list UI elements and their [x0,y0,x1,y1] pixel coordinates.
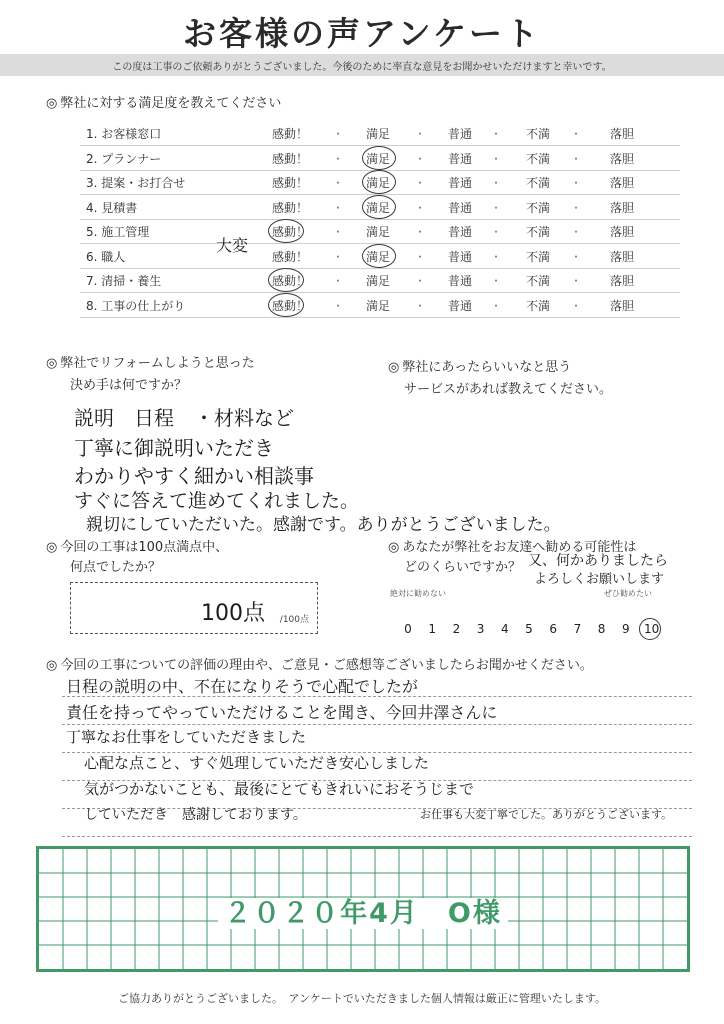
signature-label: ２０２０年4月 O様 [39,891,687,930]
recommend-heading: ◎ あなたが弊社をお友達へ勧める可能性は [388,540,637,555]
decision-answer-1: 説明 日程 ・材料など [74,406,294,430]
selected-circle-icon [268,293,304,317]
double-circle-icon: ◎ [46,540,58,555]
comment-line-rule [62,724,692,725]
rating-option[interactable]: 不満 [526,225,551,239]
selected-circle-icon [362,244,396,268]
separator-dot: ・ [414,249,427,264]
double-circle-icon: ◎ [46,96,58,111]
comment-line-7: お仕事も大変丁寧でした。ありがとうございます。 [420,808,673,821]
separator-dot: ・ [332,298,345,313]
scale-number[interactable]: 9 [621,622,630,636]
separator-dot: ・ [332,249,345,264]
separator-dot: ・ [332,274,345,288]
rating-option[interactable]: 落胆 [610,151,635,166]
rating-item-label: 3. 提案・お打合せ [86,176,186,190]
rating-option[interactable]: 不満 [526,176,551,190]
rating-option[interactable]: 普通 [448,249,473,264]
wish-heading-2: サービスがあれば教えてください。 [404,382,613,397]
decision-answer-5: 親切にしていただいた。感謝です。ありがとうございました。 [86,515,561,535]
scale-number[interactable]: 10 [644,622,660,636]
comment-line-rule [62,836,692,837]
separator-dot: ・ [414,298,427,313]
separator-dot: ・ [490,200,503,215]
separator-dot: ・ [490,127,503,141]
scale-number[interactable]: 8 [597,622,606,636]
separator-dot: ・ [414,151,427,166]
separator-dot: ・ [490,151,503,166]
rating-row [80,245,680,269]
separator-dot: ・ [332,225,345,239]
separator-dot: ・ [490,249,503,264]
rating-option[interactable]: 落胆 [610,176,635,190]
comment-line-5: 気がつかないことも、最後にとてもきれいにおそうじまで [84,780,475,798]
rating-item-label: 4. 見積書 [86,200,138,215]
separator-dot: ・ [490,176,503,190]
separator-dot: ・ [414,274,427,288]
rating-row [80,147,680,171]
scale-number[interactable]: 6 [549,622,557,636]
rating-option[interactable]: 感動！ [272,249,309,264]
handnote-taihen: 大変 [216,236,249,255]
rating-row [80,294,680,318]
selected-circle-icon [268,219,304,243]
separator-dot: ・ [332,176,345,190]
selected-circle-icon [268,268,304,292]
separator-dot: ・ [414,176,427,190]
separator-dot: ・ [332,151,345,166]
rating-option[interactable]: 感動！ [272,298,309,313]
score-box [70,582,318,634]
separator-dot: ・ [332,200,345,215]
scale-number[interactable]: 4 [500,622,509,636]
scale-number[interactable]: 3 [476,622,485,636]
intro-text: この度は工事のご依頼ありがとうございました。今後のために率直な意見をお聞かせいただけますと幸いです。 [112,62,612,73]
separator-dot: ・ [570,274,583,288]
rating-option[interactable]: 落胆 [610,298,635,313]
rating-option[interactable]: 不満 [526,127,551,141]
separator-dot: ・ [570,249,583,264]
rating-option[interactable]: 落胆 [610,127,635,141]
rating-item-label: 1. お客様窓口 [86,127,162,141]
selected-circle-icon [639,618,661,640]
rating-option[interactable]: 満足 [366,200,391,215]
rating-option[interactable]: 落胆 [610,225,635,239]
score-unit: /100点 [279,615,309,625]
separator-dot: ・ [570,151,583,166]
rating-row [80,122,680,146]
score-heading-2: 何点でしたか？ [70,560,162,575]
comments-heading: ◎ 今回の工事についての評価の理由や、ご意見・ご感想等ございましたらお聞かせください。 [46,658,593,673]
rating-option[interactable]: 満足 [366,151,391,166]
score-heading: ◎ 今回の工事は100点満点中、 [46,540,229,555]
selected-circle-icon [362,146,396,170]
separator-dot: ・ [490,274,503,288]
rating-option[interactable]: 普通 [448,176,473,190]
rating-option[interactable]: 不満 [526,298,551,313]
comment-line-2: 責任を持ってやっていただけることを聞き、今回井澤さんに [66,703,498,722]
double-circle-icon: ◎ [388,540,400,555]
selected-circle-icon [362,195,396,219]
decision-heading: ◎ 弊社でリフォームしようと思った [46,356,255,371]
decision-answer-4: すぐに答えて進めてくれました。 [74,490,360,512]
comment-line-4: 心配な点こと、すぐ処理していただき安心しました [84,754,430,772]
scale-number[interactable]: 5 [525,622,533,636]
wish-heading: ◎ 弊社にあったらいいなと思う [388,360,572,375]
rating-item-label: 2. プランナー [86,151,162,166]
rating-option[interactable]: 普通 [448,298,473,313]
rating-option[interactable]: 感動！ [272,200,309,215]
scale-number[interactable]: 2 [452,622,461,636]
rating-option[interactable]: 感動！ [272,127,309,141]
row-divider [80,317,680,318]
rating-item-label: 7. 清掃・養生 [86,274,162,288]
rating-option[interactable]: 不満 [526,200,551,215]
scale-number[interactable]: 7 [573,622,582,636]
signature-grid-box [36,846,690,972]
rating-option[interactable]: 不満 [526,274,551,288]
rating-option[interactable]: 普通 [448,200,473,215]
rating-option[interactable]: 感動！ [272,176,309,190]
decision-answer-3: わかりやすく細かい相談事 [74,464,314,488]
separator-dot: ・ [414,225,427,239]
double-circle-icon: ◎ [46,356,58,371]
rating-option[interactable]: 満足 [366,127,391,141]
rating-option[interactable]: 満足 [366,249,391,264]
comment-line-1: 日程の説明の中、不在になりそうで心配でしたが [66,677,419,696]
rating-row [80,171,680,195]
rating-option[interactable]: 普通 [448,151,473,166]
separator-dot: ・ [414,127,427,141]
rating-option[interactable]: 満足 [366,176,391,190]
rating-row [80,269,680,293]
footer-text: ご協力ありがとうございました。 アンケートでいただきました個人情報は厳正に管理いたします。 [118,992,606,1005]
double-circle-icon: ◎ [388,360,400,375]
rating-option[interactable]: 不満 [526,151,551,166]
decision-heading-2: 決め手は何ですか？ [70,378,188,393]
separator-dot: ・ [490,298,503,313]
scale-left-label: 絶対に勧めない [390,589,446,598]
rating-option[interactable]: 落胆 [610,249,635,264]
rating-option[interactable]: 感動！ [272,274,309,288]
survey-title: お客様の声アンケート [182,14,542,53]
recommend-note-2: よろしくお願いします [534,572,665,587]
rating-option[interactable]: 満足 [366,274,391,288]
decision-answer-2: 丁寧に御説明いただき [74,436,274,460]
separator-dot: ・ [570,200,583,215]
selected-circle-icon [362,170,396,194]
separator-dot: ・ [332,127,345,141]
rating-option[interactable]: 満足 [366,225,391,239]
comment-line-3: 丁寧なお仕事をしていただきました [66,728,307,746]
separator-dot: ・ [570,298,583,313]
separator-dot: ・ [490,225,503,239]
rating-option[interactable]: 落胆 [610,200,635,215]
recommend-note-1: 又、何かありましたら [528,553,668,569]
separator-dot: ・ [414,200,427,215]
scale-right-label: ぜひ勧めたい [604,589,652,598]
rating-item-label: 5. 施工管理 [86,225,150,239]
rating-option[interactable]: 普通 [448,274,473,288]
rating-option[interactable]: 満足 [366,298,391,313]
rating-row [80,220,680,244]
score-value: 100点 [201,601,265,626]
rating-option[interactable]: 感動！ [272,151,309,166]
rating-option[interactable]: 不満 [526,249,551,264]
separator-dot: ・ [570,225,583,239]
rating-option[interactable]: 普通 [448,225,473,239]
recommend-heading-2: どのくらいですか？ [404,560,522,575]
separator-dot: ・ [570,127,583,141]
scale-number[interactable]: 1 [428,622,436,636]
rating-row [80,196,680,220]
separator-dot: ・ [570,176,583,190]
rating-option[interactable]: 落胆 [610,274,635,288]
comment-line-6: していただき 感謝しております。 [84,807,307,823]
rating-item-label: 8. 工事の仕上がり [86,298,186,313]
double-circle-icon: ◎ [46,658,58,673]
satisfaction-heading: ◎ 弊社に対する満足度を教えてください [46,96,282,111]
rating-item-label: 6. 職人 [86,249,126,264]
rating-option[interactable]: 感動！ [272,225,309,239]
scale-number[interactable]: 0 [404,622,412,636]
rating-option[interactable]: 普通 [448,127,473,141]
